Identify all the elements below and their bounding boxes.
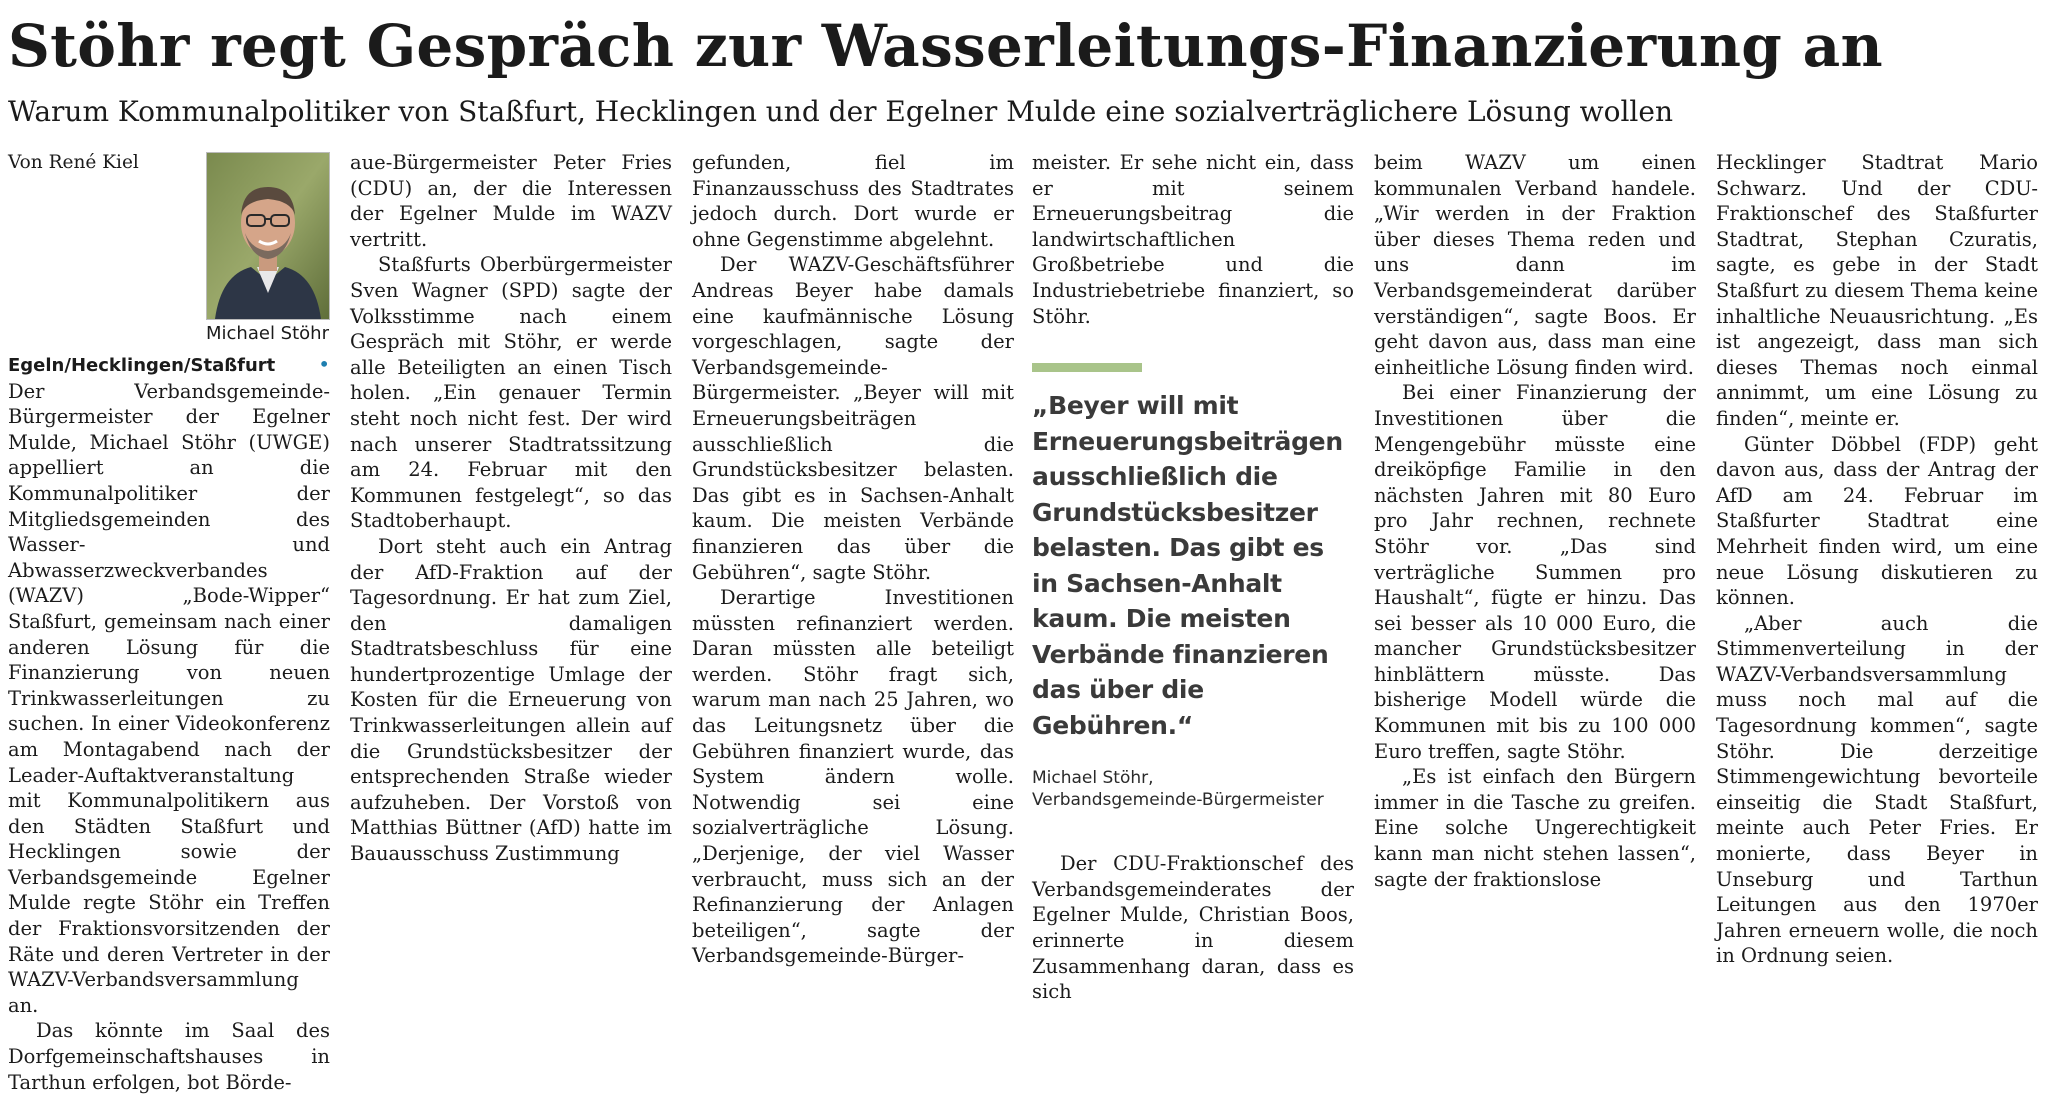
photo-caption: Michael Stöhr	[206, 323, 329, 344]
pull-quote-source	[1032, 767, 1354, 811]
body-paragraph: Dort steht auch ein Antrag der AfD-Fraktion auf der Tagesordnung. Er hat zum Ziel, den damaligen Stadtratsbeschluss für eine hundertprozentige Umlage der Kosten für die Erneuerung von Trinkwasserleitungen allein auf die Grundstücksbesitzer der entsprechenden Straße wieder aufzuheben. Der Vorstoß von Matthias Büttner (AfD) hatte im Bauausschuss Zustimmung	[350, 534, 672, 866]
body-paragraph: gefunden, fiel im Finanzausschuss des Stadtrates jedoch durch. Dort wurde er ohne Gegenstimme abgelehnt.	[692, 151, 1014, 251]
article-column-1	[8, 150, 330, 1094]
body-paragraph: Derartige Investitionen müssten refinanziert werden. Daran müssten alle beteiligt werden. Stöhr fragt sich, warum man nach 25 Jahren, wo das Leitungsnetz über die Gebühren finanziert wurde, das System ändern wolle. Notwendig sei eine sozialverträgliche Lösung. „Derjenige, der viel Wasser verbraucht, muss sich an der Refinanzierung der Anlagen beteiligen“, sagte der Verbandsgemeinde-Bürger-	[692, 586, 1014, 968]
byline-author: Von René Kiel	[8, 152, 139, 173]
pull-quote: „Beyer will mit Erneuerungsbeiträgen ausschließlich die Grundstücksbesitzer belasten. Das gibt es in Sachsen-Anhalt kaum. Die meisten Verbände finanzieren das über die Gebühren.“	[1032, 391, 1343, 740]
body-paragraph: aue-Bürgermeister Peter Fries (CDU) an, der die Interessen der Egelner Mulde im WAZV vertritt.	[350, 151, 672, 251]
body-paragraph: Der CDU-Fraktionschef des Verbandsgemeinderates der Egelner Mulde, Christian Boos, erinnerte in diesem Zusammenhang daran, dass es sich	[1032, 852, 1354, 1004]
article-column-2	[350, 150, 672, 990]
body-paragraph: Hecklinger Stadtrat Mario Schwarz. Und der CDU-Fraktionschef des Staßfurter Stadtrat, Stephan Czuratis, sagte, es gebe in der Stadt Staßfurt zu diesem Thema keine inhaltliche Neuausrichtung. „Es ist angezeigt, dass man sich dieses Themas noch einmal annimmt, um eine Lösung zu finden“, meinte er.	[1716, 151, 2038, 430]
headline: Stöhr regt Gespräch zur Wasserleitungs-Finanzierung an	[8, 12, 1884, 80]
body-paragraph: meister. Er sehe nicht ein, dass er mit seinem Erneuerungsbeitrag die landwirtschaftlichen Großbetriebe und die Industriebetriebe finanziert, so Stöhr.	[1032, 151, 1354, 328]
body-paragraph: Bei einer Finanzierung der Investitionen über die Mengengebühr müsste eine dreiköpfige Familie in den nächsten Jahren mit 80 Euro pro Jahr rechnen, rechnete Stöhr vor. „Das sind verträgliche Summen pro Haushalt“, fügte er hinzu. Das sei besser als 10 000 Euro, die mancher Grundstücksbesitzer hinblättern müsste. Das bisherige Modell würde die Kommunen mit bis zu 100 000 Euro treffen, sagte Stöhr.	[1374, 381, 1696, 763]
article-column-5	[1374, 150, 1696, 990]
quote-accent-bar	[1032, 363, 1142, 372]
article-column-6	[1716, 150, 2038, 990]
subheadline: Warum Kommunalpolitiker von Staßfurt, Hecklingen und der Egelner Mulde eine sozialverträglichere Lösung wollen	[8, 95, 1673, 128]
body-paragraph: „Es ist einfach den Bürgern immer in die Tasche zu greifen. Eine solche Ungerechtigkeit kann man nicht stehen lassen“, sagte der fraktionslose	[1374, 765, 1696, 891]
article-column-4	[1032, 150, 1354, 1004]
body-paragraph: Der WAZV-Geschäftsführer Andreas Beyer habe damals eine kaufmännische Lösung vorgeschlagen, sagte der Verbandsgemeinde-Bürgermeister. „Beyer will mit Erneuerungsbeiträgen ausschließlich die Grundstücksbesitzer belasten. Das gibt es in Sachsen-Anhalt kaum. Die meisten Verbände finanzieren das über die Gebühren“, sagte Stöhr.	[692, 253, 1014, 584]
body-paragraph: Das könnte im Saal des Dorfgemeinschaftshauses in Tarthun erfolgen, bot Börde-	[8, 1019, 330, 1094]
body-paragraph: Günter Döbbel (FDP) geht davon aus, dass der Antrag der AfD am 24. Februar im Staßfurter Stadtrat eine Mehrheit finden wird, um eine neue Lösung diskutieren zu können.	[1716, 432, 2038, 610]
body-paragraph: beim WAZV um einen kommunalen Verband handele. „Wir werden in der Fraktion über dieses Thema reden und uns dann im Verbandsgemeinderat darüber verständigen“, sagte Boos. Er geht davon aus, dass man eine einheitliche Lösung finden wird.	[1374, 151, 1696, 379]
article-column-3	[692, 150, 1014, 990]
paragraph-text: Der Verbandsgemeinde-Bürgermeister der Egelner Mulde, Michael Stöhr (UWGE) appelliert an die Kommunalpolitiker der Mitgliedsgemeinden des Wasser- und Abwasserzweckverbandes (WAZV) „Bode-Wipper“ Staßfurt, gemeinsam nach einer anderen Lösung für die Finanzierung von neuen Trinkwasserleitungen zu suchen. In einer Videokonferenz am Montagabend nach der Leader-Auftaktveranstaltung mit Kommunalpolitikern aus den Städten Staßfurt und Hecklingen sowie der Verbandsgemeinde Egelner Mulde regte Stöhr ein Treffen der Fraktionsvorsitzenden der Räte und deren Vertreter in der WAZV-Verbandsversammlung an.	[8, 379, 330, 1017]
pull-quote-source-title: Verbandsgemeinde-Bürgermeister	[1032, 790, 1324, 811]
dateline: Egeln/Hecklingen/Staßfurt	[8, 355, 276, 376]
pull-quote-source-name: Michael Stöhr,	[1032, 768, 1154, 789]
body-paragraph: Staßfurts Oberbürgermeister Sven Wagner (SPD) sagte der Volksstimme nach einem Gespräch mit Stöhr, er werde alle Beteiligten an einen Tisch holen. „Ein genauer Termin steht noch nicht fest. Der wird nach unserer Stadtratssitzung am 24. Februar mit den Kommunen festgelegt“, so das Stadtoberhaupt.	[350, 253, 672, 533]
author-photo-box	[206, 152, 330, 346]
body-paragraph: „Aber auch die Stimmenverteilung in der WAZV-Verbandsversammlung muss noch mal auf die Tagesordnung kommen“, sagte Stöhr. Die derzeitige Stimmengewichtung bevorteile einseitig die Stadt Staßfurt, meinte auch Peter Fries. Er monierte, dass Beyer in Unseburg und Tarthun Leitungen aus den 1970er Jahren erneuern wolle, die noch in Ordnung seien.	[1716, 611, 2038, 968]
dateline-dot-icon: •	[318, 352, 330, 376]
portrait-photo	[206, 152, 330, 320]
